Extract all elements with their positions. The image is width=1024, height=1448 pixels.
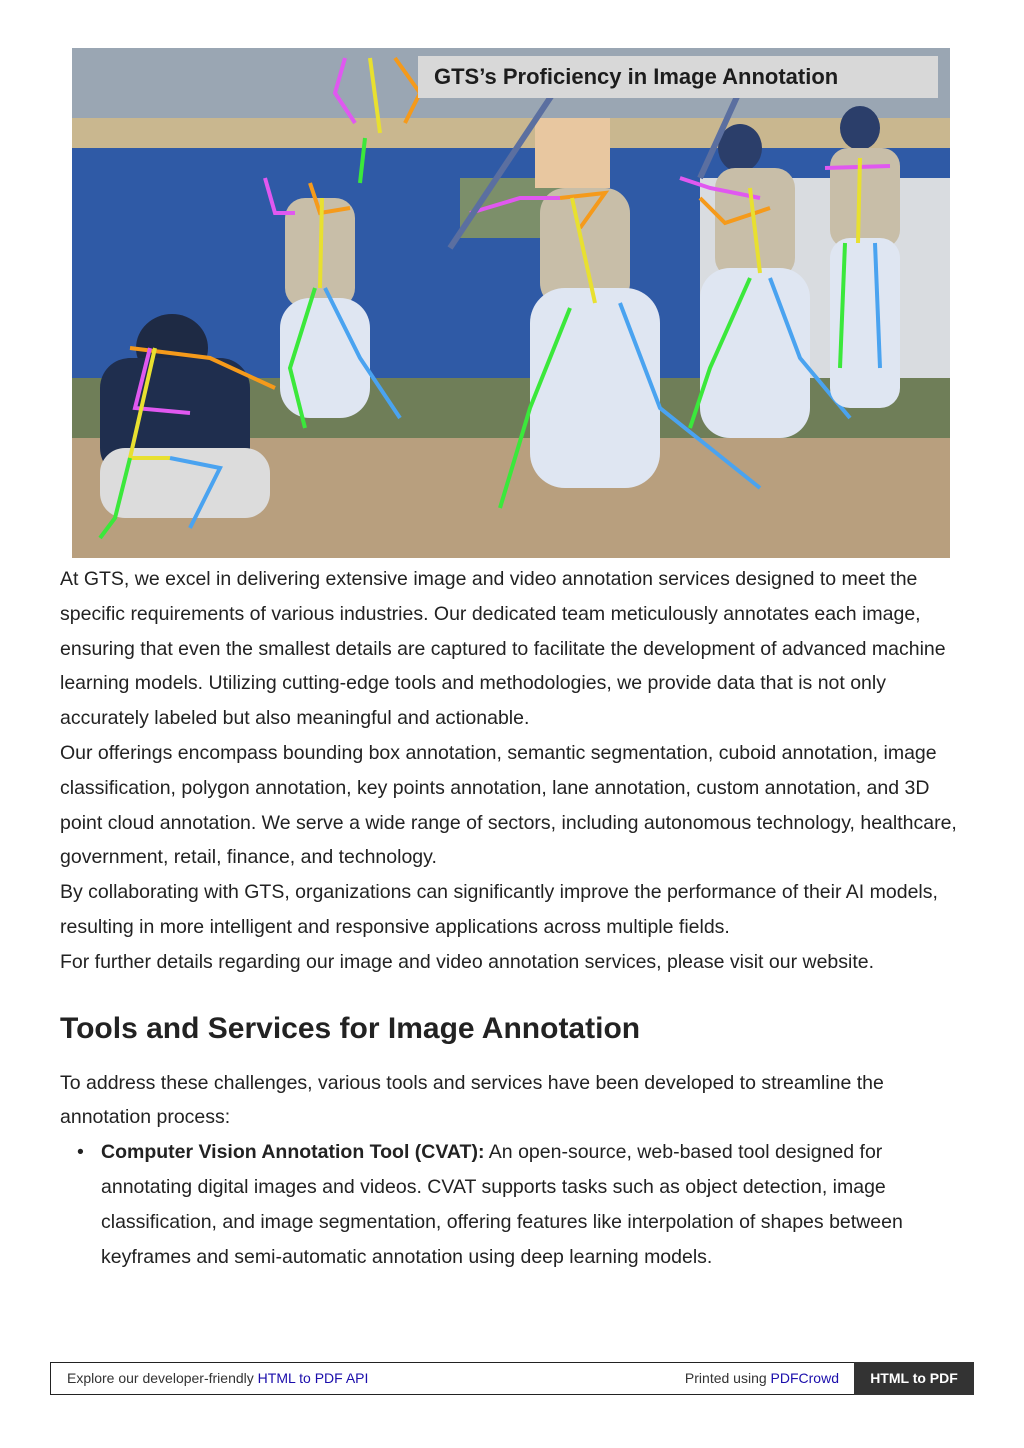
pdfcrowd-link[interactable]: PDFCrowd [770, 1370, 839, 1386]
html-to-pdf-api-link[interactable]: HTML to PDF API [257, 1370, 369, 1386]
tool-name: Computer Vision Annotation Tool (CVAT): [101, 1141, 485, 1164]
collaboration-paragraph: By collaborating with GTS, organizations can significantly improve the performance of their AI models, resulting in more intelligent and responsive applications across multiple fields. [60, 881, 938, 938]
tool-description: An open-source, web-based tool designed for annotating digital images and videos. CVAT supports tasks such as object detection, image classification, and image segmentation, offering features like interpolation of shapes between keyframes and semi-automatic annotation using deep learning models. [101, 1141, 903, 1268]
footer-explore [67, 1363, 368, 1394]
hero-image [60, 48, 950, 558]
intro-paragraph: At GTS, we excel in delivering extensive image and video annotation services designed to meet the specific requirements of various industries. Our dedicated team meticulously annotates each image, ensuring that even the smallest details are captured to facilitate the development of advanced machine learning models. Utilizing cutting-edge tools and methodologies, we provide data that is not only accurately labeled but also meaningful and actionable. [60, 568, 946, 730]
tool-list [60, 1135, 960, 1274]
footer-printed [685, 1363, 839, 1394]
footer-printed-text: Printed using [684, 1370, 771, 1386]
html-to-pdf-button[interactable]: HTML to PDF [854, 1362, 974, 1395]
baseball-pose-annotation-photo [60, 48, 950, 558]
article-body [60, 562, 960, 1274]
offerings-paragraph: Our offerings encompass bounding box annotation, semantic segmentation, cuboid annotation, image classification, polygon annotation, key points annotation, lane annotation, custom annotation, and 3D point cloud annotation. We serve a wide range of sectors, including autonomous technology, healthcare, government, retail, finance, and technology. [60, 741, 957, 869]
footer-explore-text: Explore our developer-friendly [67, 1370, 258, 1386]
hero-title: GTS’s Proficiency in Image Annotation [418, 56, 938, 98]
bullet-icon: • [77, 1141, 84, 1164]
section-intro: To address these challenges, various tools and services have been developed to streamline the annotation process: [60, 1071, 884, 1129]
website-paragraph: For further details regarding our image and video annotation services, please visit our website. [60, 950, 875, 973]
pdf-footer-bar [50, 1362, 974, 1395]
list-item [77, 1135, 960, 1274]
section-heading: Tools and Services for Image Annotation [60, 1011, 641, 1045]
